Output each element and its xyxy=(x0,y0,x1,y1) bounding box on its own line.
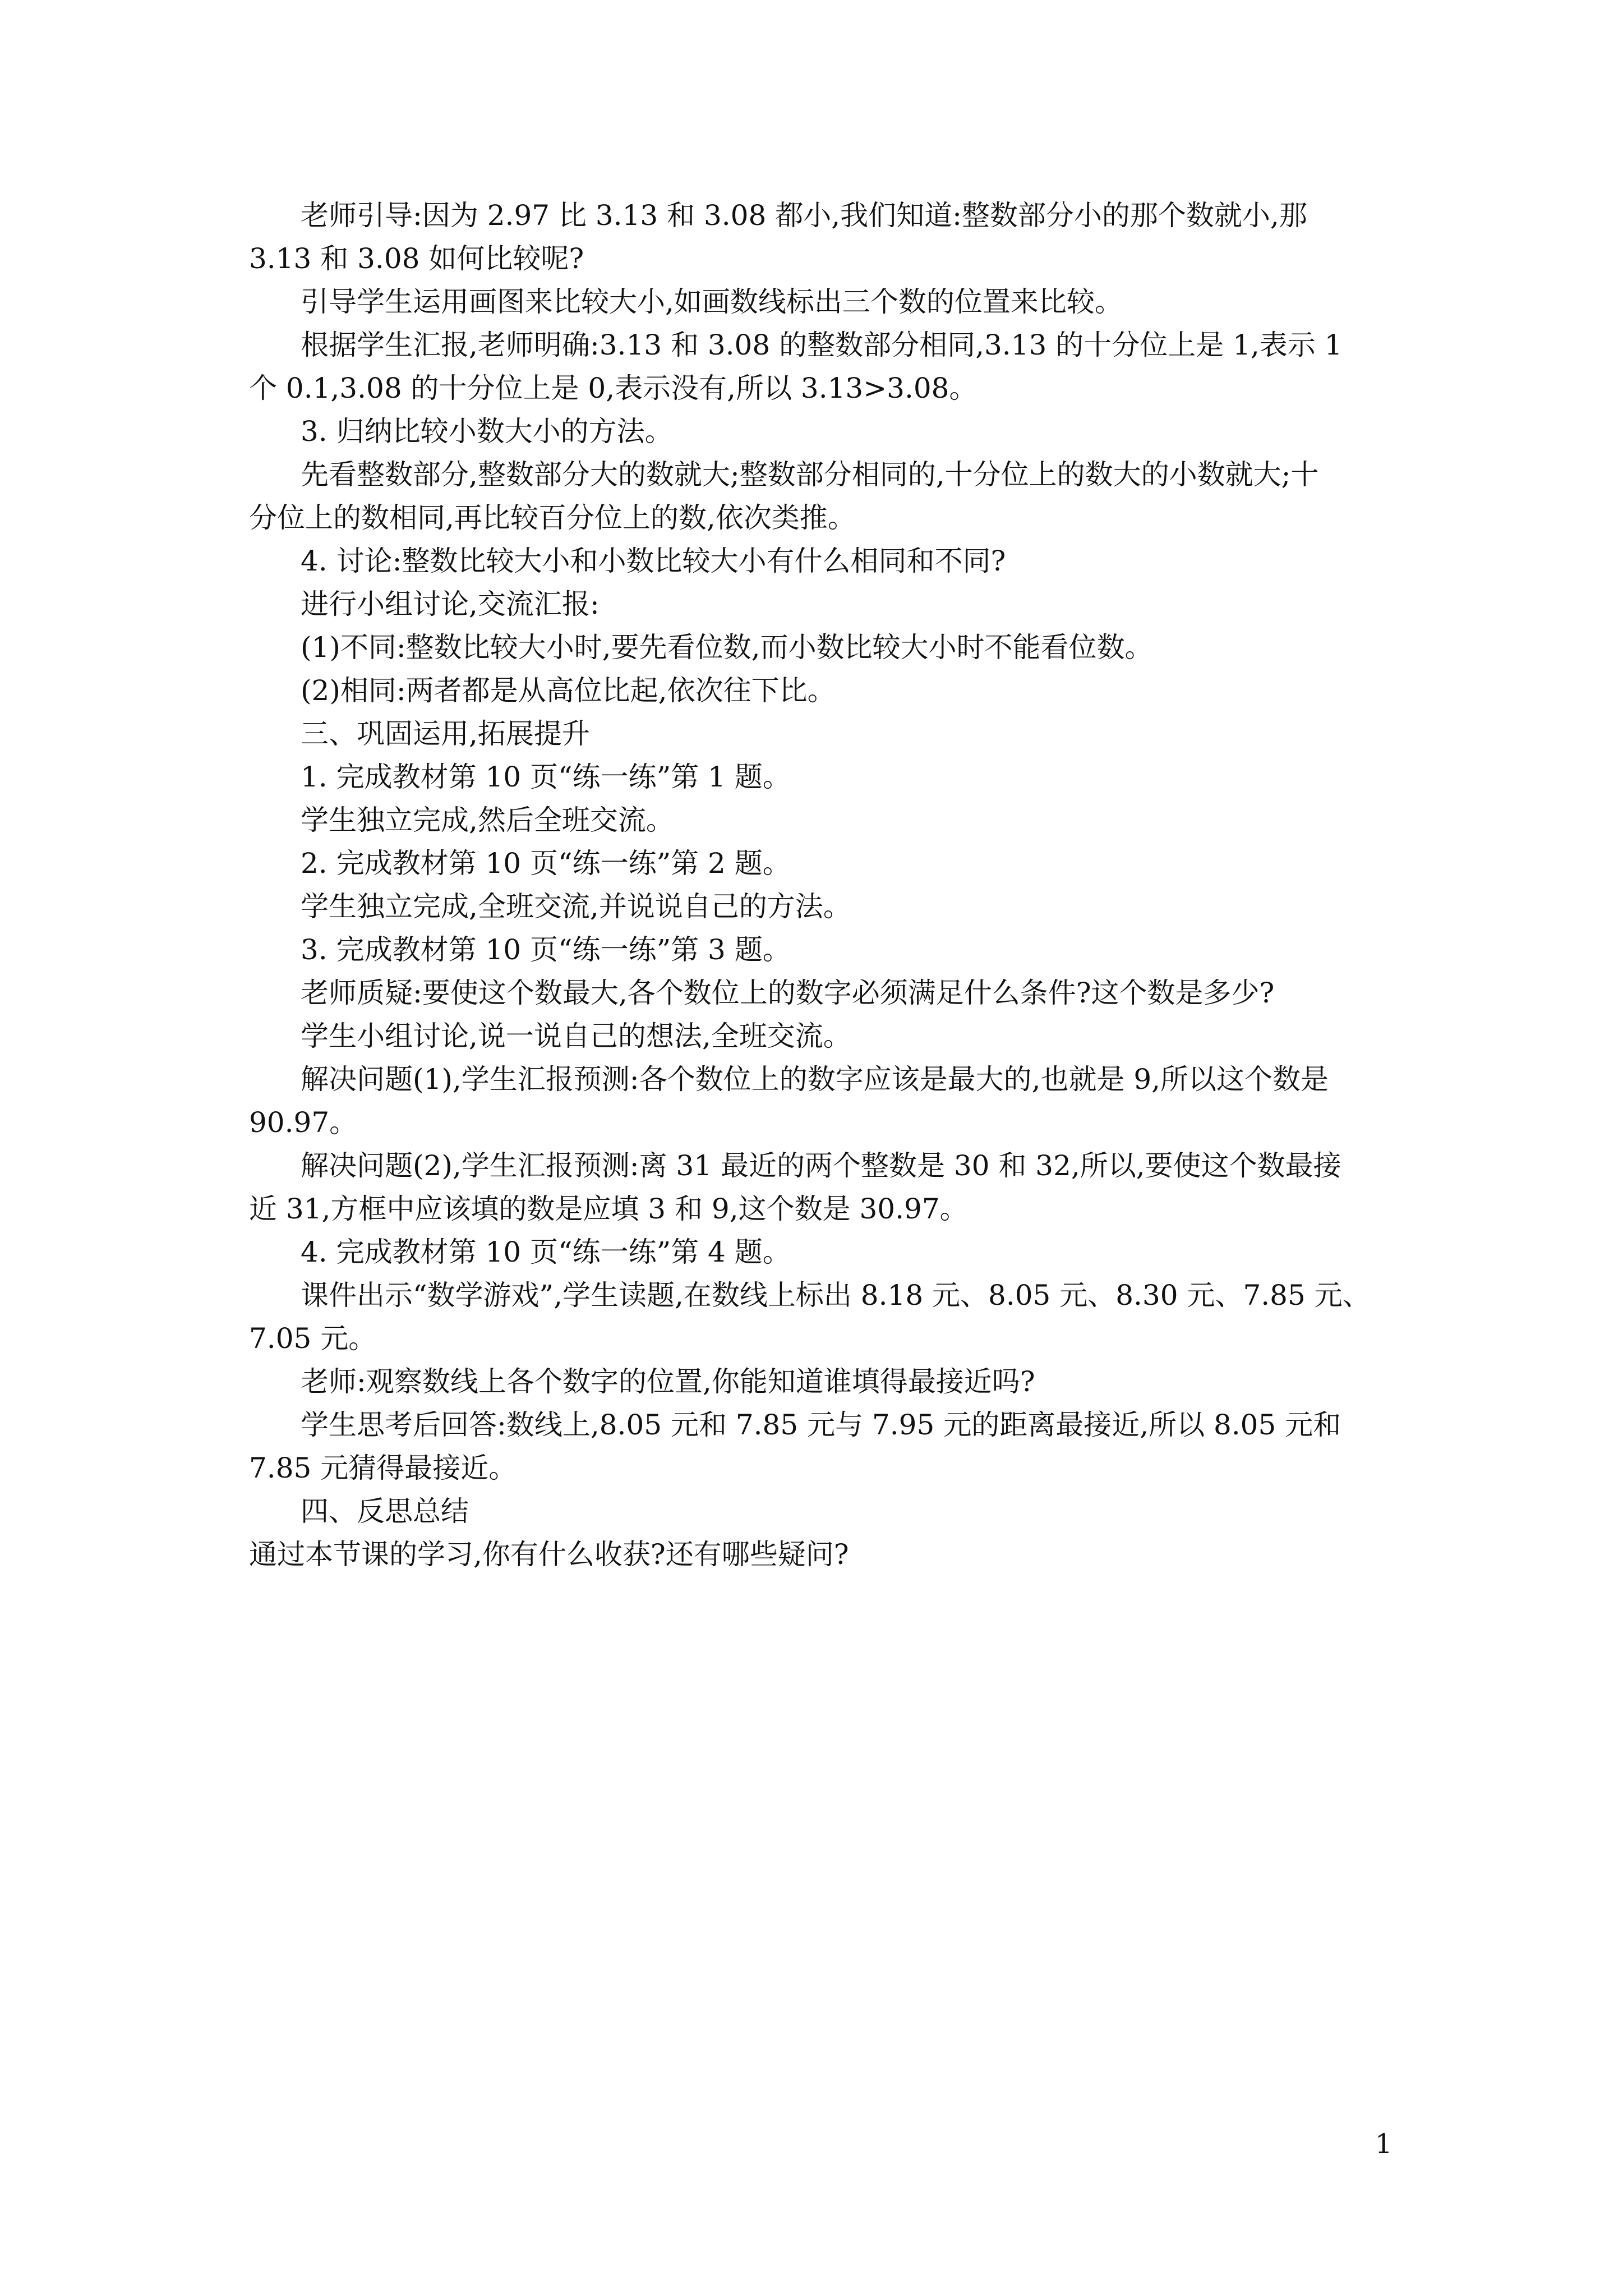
text-line: 3. 完成教材第 10 页“练一练”第 3 题。 xyxy=(301,933,791,966)
paragraph xyxy=(249,1144,1376,1231)
text-line: (1)不同:整数比较大小时,要先看位数,而小数比较大小时不能看位数。 xyxy=(301,631,1153,664)
paragraph xyxy=(249,453,1376,540)
text-line: 学生思考后回答:数线上,8.05 元和 7.85 元与 7.95 元的距离最接近,所以 8.05 元和 xyxy=(301,1409,1341,1441)
text-line: 1. 完成教材第 10 页“练一练”第 1 题。 xyxy=(301,761,791,793)
text-line: 近 31,方框中应该填的数是应填 3 和 9,这个数是 30.97。 xyxy=(249,1193,968,1225)
text-line: 3.13 和 3.08 如何比较呢? xyxy=(249,242,584,275)
text-line: 分位上的数相同,再比较百分位上的数,依次类推。 xyxy=(249,501,856,534)
section-heading xyxy=(249,712,1376,756)
paragraph xyxy=(249,324,1376,410)
text-line: 老师引导:因为 2.97 比 3.13 和 3.08 都小,我们知道:整数部分小的那个数就小,那 xyxy=(301,199,1307,232)
text-line: (2)相同:两者都是从高位比起,依次往下比。 xyxy=(301,674,836,707)
text-line: 进行小组讨论,交流汇报: xyxy=(301,588,600,620)
paragraph xyxy=(249,1058,1376,1144)
paragraph xyxy=(249,799,1376,842)
text-line: 90.97。 xyxy=(249,1106,358,1139)
text-line: 四、反思总结 xyxy=(301,1495,469,1527)
text-line: 2. 完成教材第 10 页“练一练”第 2 题。 xyxy=(301,847,791,880)
paragraph xyxy=(249,756,1376,799)
text-line: 老师:观察数线上各个数字的位置,你能知道谁填得最接近吗? xyxy=(301,1365,1035,1398)
paragraph xyxy=(249,1231,1376,1274)
text-line: 课件出示“数学游戏”,学生读题,在数线上标出 8.18 元、8.05 元、8.30 元、7.85 元、 xyxy=(301,1279,1371,1312)
paragraph xyxy=(249,540,1376,583)
text-line: 7.85 元猜得最接近。 xyxy=(249,1452,517,1484)
paragraph xyxy=(249,280,1376,324)
text-line: 老师质疑:要使这个数最大,各个数位上的数字必须满足什么条件?这个数是多少? xyxy=(301,977,1275,1009)
text-line: 通过本节课的学习,你有什么收获?还有哪些疑问? xyxy=(249,1538,849,1571)
paragraph xyxy=(249,669,1376,712)
text-line: 7.05 元。 xyxy=(249,1322,377,1355)
paragraph xyxy=(249,1404,1376,1490)
section-heading xyxy=(249,1490,1376,1533)
paragraph xyxy=(249,842,1376,885)
text-line: 学生独立完成,然后全班交流。 xyxy=(301,804,674,836)
paragraph xyxy=(249,626,1376,669)
text-line: 引导学生运用画图来比较大小,如画数线标出三个数的位置来比较。 xyxy=(301,286,1123,318)
text-line: 解决问题(1),学生汇报预测:各个数位上的数字应该是最大的,也就是 9,所以这个数是 xyxy=(301,1063,1329,1096)
text-line: 学生小组讨论,说一说自己的想法,全班交流。 xyxy=(301,1020,851,1052)
paragraph xyxy=(249,972,1376,1015)
paragraph xyxy=(249,1015,1376,1058)
paragraph xyxy=(249,885,1376,928)
paragraph xyxy=(249,194,1376,280)
paragraph xyxy=(249,1533,1376,1576)
paragraph xyxy=(249,928,1376,972)
text-line: 4. 完成教材第 10 页“练一练”第 4 题。 xyxy=(301,1236,791,1268)
text-line: 3. 归纳比较小数大小的方法。 xyxy=(301,415,673,448)
text-line: 根据学生汇报,老师明确:3.13 和 3.08 的整数部分相同,3.13 的十分位上是 1,表示 1 xyxy=(301,329,1343,361)
page-number: 1 xyxy=(1375,2128,1393,2160)
text-line: 个 0.1,3.08 的十分位上是 0,表示没有,所以 3.13>3.08。 xyxy=(249,372,978,404)
text-line: 学生独立完成,全班交流,并说说自己的方法。 xyxy=(301,890,851,923)
text-line: 先看整数部分,整数部分大的数就大;整数部分相同的,十分位上的数大的小数就大;十 xyxy=(301,458,1319,491)
paragraph xyxy=(249,1274,1376,1360)
paragraph xyxy=(249,410,1376,453)
text-line: 4. 讨论:整数比较大小和小数比较大小有什么相同和不同? xyxy=(301,545,1006,577)
paragraph xyxy=(249,1360,1376,1404)
text-line: 解决问题(2),学生汇报预测:离 31 最近的两个整数是 30 和 32,所以,要使这个数最接 xyxy=(301,1149,1341,1182)
paragraph xyxy=(249,583,1376,626)
text-line: 三、巩固运用,拓展提升 xyxy=(301,717,590,750)
